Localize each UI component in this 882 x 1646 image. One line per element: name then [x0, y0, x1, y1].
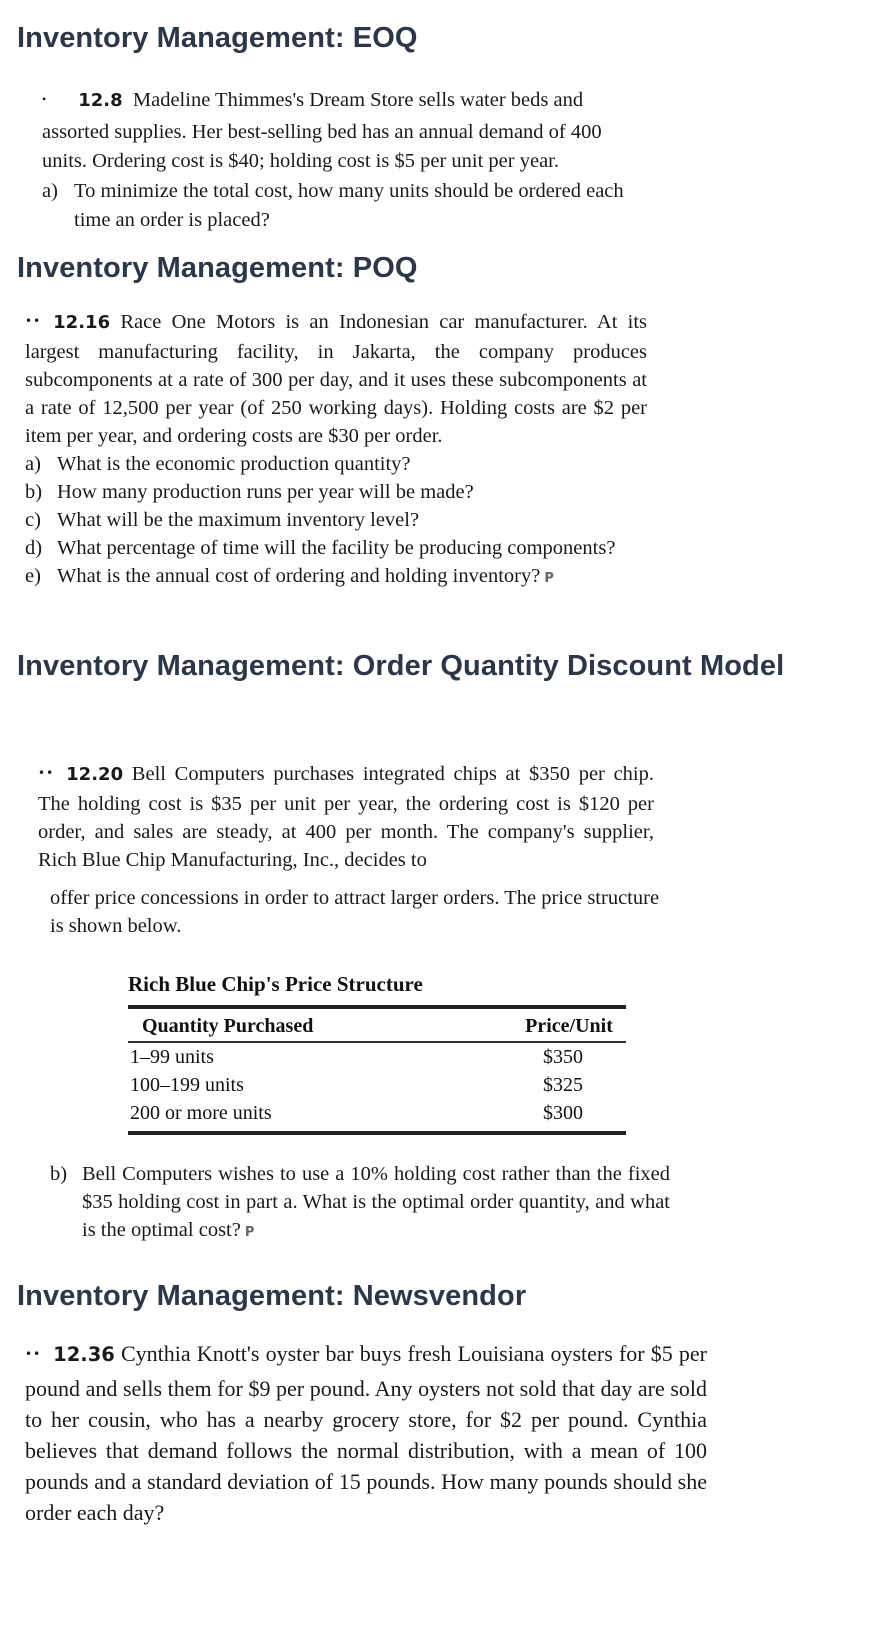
- question-e: [25, 562, 647, 593]
- table-cell-price: $300: [543, 1102, 583, 1124]
- problem-continuation: offer price concessions in order to attract larger orders. The price structure is shown below.: [50, 887, 660, 937]
- question-text: How many production runs per year will be made?: [57, 481, 474, 503]
- problem-number: 12.36: [53, 1343, 115, 1366]
- table-rule-bottom: [128, 1131, 626, 1135]
- problem-12-20: [38, 760, 654, 874]
- difficulty-dots: ••: [25, 1347, 42, 1361]
- table-cell-price: $350: [543, 1046, 583, 1068]
- difficulty-dots: ••: [38, 766, 55, 780]
- problem-number: 12.20: [66, 764, 124, 785]
- table-header-price: Price/Unit: [525, 1015, 613, 1037]
- question-label: d): [25, 537, 43, 559]
- question-a: [42, 177, 654, 236]
- problem-text-line-2: assorted supplies. Her best-selling bed has an annual demand of 400: [42, 120, 602, 143]
- table-cell-price: $325: [543, 1074, 583, 1096]
- question-b-12-20: [50, 1160, 670, 1247]
- problem-text: Cynthia Knott's oyster bar buys fresh Louisiana oysters for $5 per pound and sells them for $9 per pound. Any oysters not sold that day are sold to her cousin, who has a nearby grocery store, for $2 per pound. Cynthia believes that demand follows the normal distribution, with a mean of 100 pounds and a standard deviation of 15 pounds. How many pounds should she order each day?: [25, 1341, 707, 1525]
- question-b: [50, 1160, 670, 1247]
- px-icon: P: [244, 1225, 254, 1240]
- table-header-quantity: Quantity Purchased: [142, 1015, 314, 1037]
- problem-number: 12.16: [53, 312, 111, 333]
- question-label: b): [25, 481, 43, 503]
- table-row: [128, 1099, 626, 1127]
- question-label: e): [25, 565, 41, 587]
- question-label: a): [25, 453, 41, 475]
- problem-intro: Bell Computers purchases integrated chips at $350 per chip. The holding cost is $35 per unit per year, the ordering cost is $120 per order, and sales are steady, at 400 per month. The company's supplier, Rich Blue Chip Manufacturing, Inc., decides to: [38, 763, 654, 871]
- question-e-wrap: [57, 562, 647, 593]
- question-text: What percentage of time will the facility be producing components?: [57, 537, 616, 559]
- question-text: What is the annual cost of ordering and holding inventory?: [57, 565, 541, 587]
- section-heading-poq: Inventory Management: POQ: [17, 252, 418, 284]
- problem-number: 12.8: [78, 90, 123, 111]
- problem-12-16: [25, 308, 647, 593]
- section-heading-newsvendor: Inventory Management: Newsvendor: [17, 1280, 527, 1312]
- px-icon: P: [544, 571, 553, 586]
- question-d: [25, 534, 647, 562]
- question-text: What will be the maximum inventory level?: [57, 509, 420, 531]
- problem-intro: Race One Motors is an Indonesian car manufacturer. At its largest manufacturing facility, in Jakarta, the company produces subcomponents at a rate of 300 per day, and it uses these subcomponents at a rate of 12,500 per year (of 250 working days). Holding costs are $2 per item per year, and ordering costs are $30 per order.: [25, 311, 648, 447]
- table-row: [128, 1071, 626, 1099]
- question-b-wrap: [82, 1160, 670, 1247]
- price-structure-table: [128, 972, 626, 1135]
- question-label: b): [50, 1163, 68, 1185]
- question-a: [25, 450, 647, 478]
- table-header-row: [128, 1009, 626, 1041]
- section-heading-eoq: Inventory Management: EOQ: [17, 22, 418, 54]
- problem-12-8: [42, 86, 654, 236]
- problem-12-36: [25, 1338, 707, 1528]
- table-cell-quantity: 1–99 units: [130, 1046, 214, 1068]
- question-label: a): [42, 179, 58, 202]
- difficulty-dots: ••: [25, 314, 42, 328]
- question-text: To minimize the total cost, how many units should be ordered each time an order is placed?: [74, 179, 624, 231]
- problem-text-line-1: Madeline Thimmes's Dream Store sells water beds and: [132, 89, 584, 111]
- question-c: [25, 506, 647, 534]
- table-cell-quantity: 200 or more units: [130, 1102, 272, 1124]
- bullet: •: [42, 92, 47, 106]
- problem-12-20-continuation: [50, 884, 670, 940]
- section-heading-discount: Inventory Management: Order Quantity Discount Model: [17, 650, 785, 682]
- question-text: Bell Computers wishes to use a 10% holding cost rather than the fixed $35 holding cost in part a. What is the optimal order quantity, and what is the optimal cost?: [82, 1163, 670, 1241]
- question-text: What is the economic production quantity?: [57, 453, 411, 475]
- question-b: [25, 478, 647, 506]
- table-row: [128, 1043, 626, 1071]
- problem-text-line-3: units. Ordering cost is $40; holding cost is $5 per unit per year.: [42, 150, 559, 172]
- table-title: Rich Blue Chip's Price Structure: [128, 972, 423, 996]
- table-cell-quantity: 100–199 units: [130, 1074, 244, 1096]
- question-label: c): [25, 509, 41, 531]
